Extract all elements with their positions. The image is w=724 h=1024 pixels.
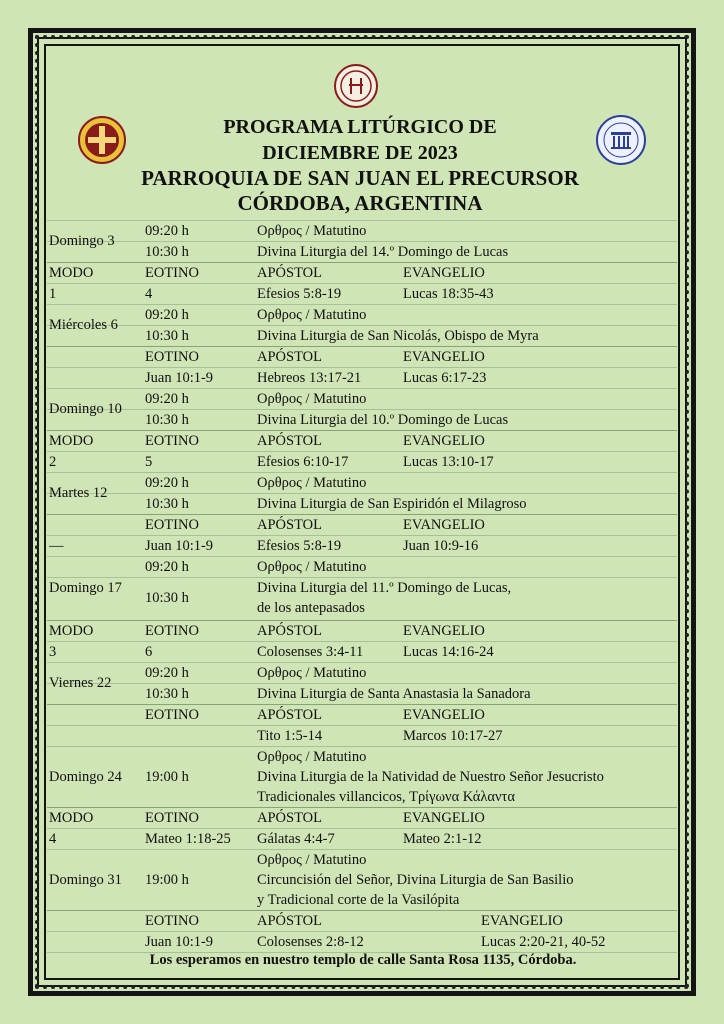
table-row bbox=[47, 683, 677, 704]
table-row bbox=[47, 787, 677, 807]
evangelio-value: Lucas 18:35-43 bbox=[403, 286, 494, 302]
evangelio-label: EVANGELIO bbox=[403, 810, 485, 826]
eotino-label: EOTINO bbox=[145, 265, 199, 281]
apostol-label: APÓSTOL bbox=[257, 623, 322, 639]
day-block bbox=[47, 220, 677, 262]
day-label: Domingo 24 bbox=[49, 768, 122, 785]
modo-value: 1 bbox=[49, 286, 57, 302]
service-time: 09:20 h bbox=[145, 559, 189, 575]
day-label: Domingo 10 bbox=[49, 401, 122, 417]
evangelio-label: EVANGELIO bbox=[403, 707, 485, 723]
eotino-label: EOTINO bbox=[145, 707, 199, 723]
service-description-cont: de los antepasados bbox=[257, 600, 365, 616]
modo-label: MODO bbox=[49, 265, 94, 281]
service-time: 10:30 h bbox=[145, 686, 189, 702]
service-time: 10:30 h bbox=[145, 412, 189, 428]
table-row bbox=[47, 514, 677, 535]
eotino-value: Mateo 1:18-25 bbox=[145, 831, 231, 847]
table-row bbox=[47, 725, 677, 746]
eotino-label: EOTINO bbox=[145, 517, 199, 533]
title-line-4: CÓRDOBA, ARGENTINA bbox=[237, 191, 483, 215]
service-time: 19:00 h bbox=[145, 769, 189, 785]
apostol-value: Colosenses 2:8-12 bbox=[257, 934, 364, 950]
table-row bbox=[47, 704, 677, 725]
service-time: 10:30 h bbox=[145, 590, 189, 606]
table-row bbox=[47, 262, 677, 283]
table-row bbox=[47, 931, 677, 952]
service-description: Divina Liturgia del 14.º Domingo de Lucas bbox=[257, 244, 509, 260]
service-time: 09:20 h bbox=[145, 391, 189, 407]
eotino-value: 4 bbox=[145, 286, 153, 302]
evangelio-label: EVANGELIO bbox=[403, 349, 485, 365]
modo-value: — bbox=[49, 538, 64, 554]
apostol-label: APÓSTOL bbox=[257, 913, 322, 929]
table-row bbox=[47, 890, 677, 910]
service-time: 09:20 h bbox=[145, 223, 189, 239]
apostol-value: Hebreos 13:17-21 bbox=[257, 370, 362, 386]
table-row bbox=[47, 849, 677, 870]
service-description: Divina Liturgia de San Espiridón el Milagroso bbox=[257, 496, 527, 512]
table-row bbox=[47, 746, 677, 767]
eotino-value: Juan 10:1-9 bbox=[145, 934, 214, 950]
service-time: 10:30 h bbox=[145, 328, 189, 344]
table-row bbox=[47, 641, 677, 662]
service-description: Ορθρος / Matutino bbox=[257, 475, 367, 491]
service-description: Divina Liturgia del 10.º Domingo de Lucas bbox=[257, 412, 509, 428]
evangelio-label: EVANGELIO bbox=[403, 433, 485, 449]
day-label: Viernes 22 bbox=[49, 675, 112, 691]
service-description: Circuncisión del Señor, Divina Liturgia de San Basilio bbox=[257, 872, 574, 888]
evangelio-label: EVANGELIO bbox=[481, 913, 563, 929]
evangelio-value: Juan 10:9-16 bbox=[403, 538, 479, 554]
service-description: Tradicionales villancicos, Τρίγωνα Κάλαντα bbox=[257, 789, 515, 805]
table-row bbox=[47, 472, 677, 493]
service-time: 09:20 h bbox=[145, 475, 189, 491]
modo-label: MODO bbox=[49, 623, 94, 639]
evangelio-value: Lucas 14:16-24 bbox=[403, 644, 494, 660]
day-label: Domingo 3 bbox=[49, 233, 115, 249]
modo-value: 4 bbox=[49, 831, 57, 847]
table-row bbox=[47, 430, 677, 451]
apostol-label: APÓSTOL bbox=[257, 517, 322, 533]
apostol-label: APÓSTOL bbox=[257, 810, 322, 826]
day-block bbox=[47, 746, 677, 807]
apostol-value: Tito 1:5-14 bbox=[257, 728, 323, 744]
archdiocese-seal-icon bbox=[334, 64, 378, 108]
table-row bbox=[47, 409, 677, 430]
table-row bbox=[47, 535, 677, 556]
college-seal-icon bbox=[596, 115, 646, 165]
table-row bbox=[47, 388, 677, 409]
apostol-value: Efesios 6:10-17 bbox=[257, 454, 349, 470]
table-row bbox=[47, 767, 677, 787]
eotino-label: EOTINO bbox=[145, 433, 199, 449]
eotino-value: 5 bbox=[145, 454, 153, 470]
table-row bbox=[47, 577, 677, 620]
table-row bbox=[47, 304, 677, 325]
service-description: Ορθρος / Matutino bbox=[257, 559, 367, 575]
evangelio-value: Mateo 2:1-12 bbox=[403, 831, 482, 847]
apostol-value: Colosenses 3:4-11 bbox=[257, 644, 364, 660]
cross-seal-icon bbox=[78, 116, 126, 164]
evangelio-label: EVANGELIO bbox=[403, 517, 485, 533]
evangelio-value: Lucas 2:20-21, 40-52 bbox=[481, 934, 606, 950]
table-row bbox=[47, 283, 677, 304]
apostol-label: APÓSTOL bbox=[257, 349, 322, 365]
title-line-1: PROGRAMA LITÚRGICO DE bbox=[223, 116, 497, 138]
service-description: Ορθρος / Matutino bbox=[257, 307, 367, 323]
table-row bbox=[47, 493, 677, 514]
table-row bbox=[47, 241, 677, 262]
title-line-3: PARROQUIA DE SAN JUAN EL PRECURSOR bbox=[141, 166, 579, 190]
day-block bbox=[47, 388, 677, 430]
apostol-label: APÓSTOL bbox=[257, 265, 322, 281]
table-row bbox=[47, 870, 677, 890]
apostol-value: Gálatas 4:4-7 bbox=[257, 831, 335, 847]
evangelio-value: Marcos 10:17-27 bbox=[403, 728, 503, 744]
service-description: Ορθρος / Matutino bbox=[257, 665, 367, 681]
table-row bbox=[47, 325, 677, 346]
day-label: Miércoles 6 bbox=[49, 317, 118, 333]
eotino-label: EOTINO bbox=[145, 913, 199, 929]
day-block bbox=[47, 556, 677, 620]
service-description: y Tradicional corte de la Vasilópita bbox=[257, 892, 460, 908]
table-row bbox=[47, 662, 677, 683]
service-description: Divina Liturgia de la Natividad de Nuestro Señor Jesucristo bbox=[257, 769, 604, 785]
evangelio-value: Lucas 6:17-23 bbox=[403, 370, 487, 386]
service-time: 10:30 h bbox=[145, 496, 189, 512]
evangelio-value: Lucas 13:10-17 bbox=[403, 454, 494, 470]
eotino-value: 6 bbox=[145, 644, 153, 660]
eotino-label: EOTINO bbox=[145, 623, 199, 639]
day-label: Domingo 17 bbox=[49, 580, 122, 596]
modo-label: MODO bbox=[49, 433, 94, 449]
service-description: Ορθρος / Matutino bbox=[257, 749, 367, 765]
schedule-table bbox=[47, 220, 677, 953]
table-row bbox=[47, 807, 677, 828]
modo-value: 3 bbox=[49, 644, 57, 660]
day-label: Domingo 31 bbox=[49, 871, 122, 888]
service-description: Divina Liturgia del 11.º Domingo de Lucas, bbox=[257, 580, 512, 596]
table-row bbox=[47, 346, 677, 367]
service-description: Ορθρος / Matutino bbox=[257, 391, 367, 407]
service-description: Ορθρος / Matutino bbox=[257, 852, 367, 868]
eotino-value: Juan 10:1-9 bbox=[145, 538, 214, 554]
apostol-label: APÓSTOL bbox=[257, 707, 322, 723]
service-time: 19:00 h bbox=[145, 872, 189, 888]
evangelio-label: EVANGELIO bbox=[403, 623, 485, 639]
day-block bbox=[47, 849, 677, 910]
service-time: 10:30 h bbox=[145, 244, 189, 260]
modo-label: MODO bbox=[49, 810, 94, 826]
table-row bbox=[47, 220, 677, 241]
title-line-2: DICIEMBRE DE 2023 bbox=[262, 142, 458, 164]
eotino-label: EOTINO bbox=[145, 810, 199, 826]
service-time: 09:20 h bbox=[145, 665, 189, 681]
eotino-label: EOTINO bbox=[145, 349, 199, 365]
table-row bbox=[47, 556, 677, 577]
day-block bbox=[47, 472, 677, 514]
day-label: Martes 12 bbox=[49, 485, 108, 501]
apostol-value: Efesios 5:8-19 bbox=[257, 538, 342, 554]
table-row bbox=[47, 367, 677, 388]
apostol-label: APÓSTOL bbox=[257, 433, 322, 449]
service-time: 09:20 h bbox=[145, 307, 189, 323]
day-block bbox=[47, 304, 677, 346]
table-row bbox=[47, 620, 677, 641]
table-row bbox=[47, 451, 677, 472]
eotino-value: Juan 10:1-9 bbox=[145, 370, 214, 386]
footer-note: Los esperamos en nuestro templo de calle Santa Rosa 1135, Córdoba. bbox=[149, 952, 577, 968]
day-block bbox=[47, 662, 677, 704]
evangelio-label: EVANGELIO bbox=[403, 265, 485, 281]
modo-value: 2 bbox=[49, 454, 57, 470]
service-description: Divina Liturgia de San Nicolás, Obispo de Myra bbox=[257, 328, 539, 344]
table-row bbox=[47, 910, 677, 931]
table-row bbox=[47, 828, 677, 849]
service-description: Divina Liturgia de Santa Anastasia la Sanadora bbox=[257, 686, 531, 702]
service-description: Ορθρος / Matutino bbox=[257, 223, 367, 239]
apostol-value: Efesios 5:8-19 bbox=[257, 286, 342, 302]
